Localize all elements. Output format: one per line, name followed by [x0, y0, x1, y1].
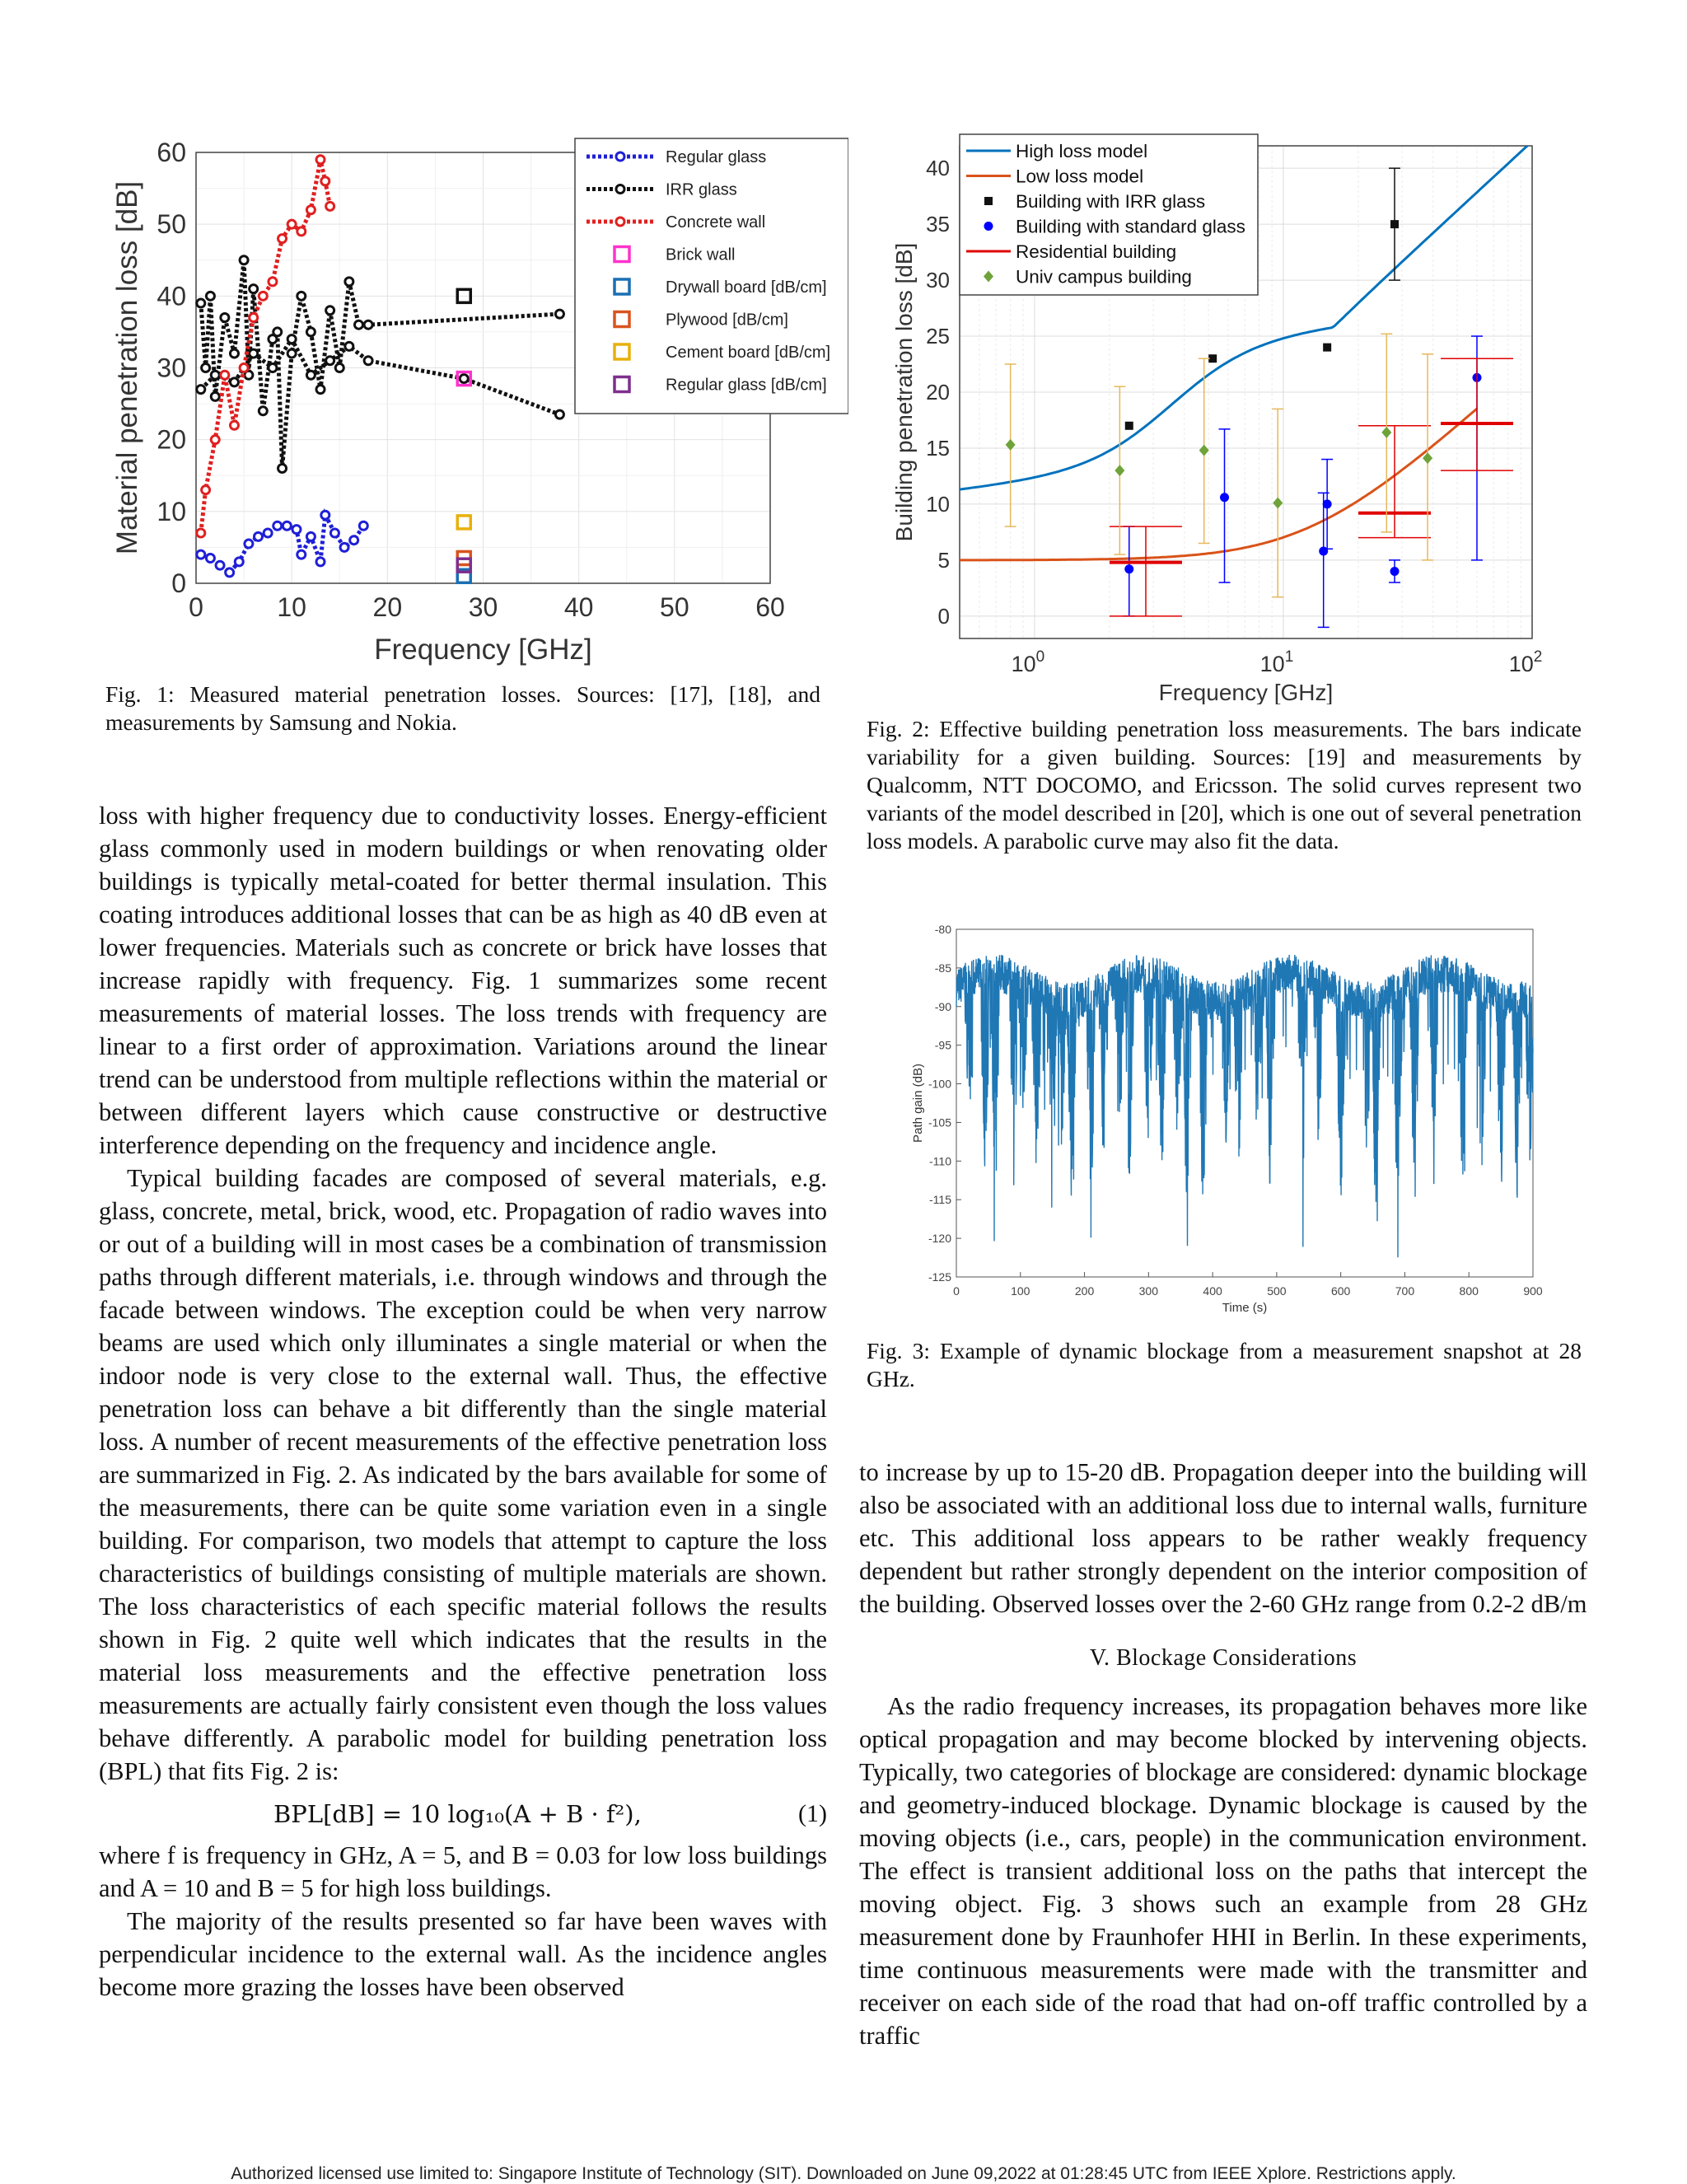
legend-label: Cement board [dB/cm] [666, 344, 831, 362]
y-axis-label: Building penetration loss [dB] [891, 242, 917, 542]
data-point [306, 532, 315, 540]
fig2-chart [886, 128, 1627, 704]
data-point [292, 526, 301, 534]
x-tick-label: 100 [1011, 1284, 1030, 1298]
data-point [555, 310, 563, 318]
data-point [197, 386, 205, 394]
data-point [1323, 499, 1332, 508]
legend-label: Drywall board [dB/cm] [666, 278, 827, 297]
x-tick-label: 0 [189, 592, 203, 622]
data-point [1390, 220, 1399, 228]
data-point [202, 364, 210, 372]
y-tick-label: 30 [157, 353, 186, 383]
data-point [359, 521, 367, 530]
x-tick-label: 500 [1267, 1284, 1287, 1298]
legend-label: Building with standard glass [1016, 216, 1245, 237]
data-point [330, 529, 339, 537]
x-tick-label: 400 [1203, 1284, 1222, 1298]
x-tick-label: $10^1$ [1259, 648, 1294, 676]
legend-label: Building with IRR glass [1016, 191, 1206, 212]
fig2-caption: Fig. 2: Effective building penetration loss measurements. The bars indicate variability for a given building. Sources: [19] and measurements by Qualcomm, NTT DOCOMO, and Ericsson. The solid curves represent two variants of the model described in [20], which is one out of several penetration loss models. A parabolic curve may also fit the data. [867, 716, 1582, 853]
data-point [1220, 493, 1229, 502]
data-point [230, 349, 238, 358]
data-point [259, 407, 267, 415]
data-point [335, 364, 343, 372]
legend-label: High loss model [1016, 141, 1148, 161]
data-point [460, 375, 468, 383]
legend-marker [616, 217, 624, 226]
equation-1 [99, 1798, 827, 1831]
legend-label: IRR glass [666, 180, 737, 199]
equation-number: (1) [798, 1800, 827, 1827]
data-point [321, 511, 329, 519]
y-tick-label: -115 [929, 1193, 951, 1207]
data-point [269, 278, 277, 286]
y-axis-label: Material penetration loss [dB] [111, 180, 143, 555]
x-tick-label: $10^0$ [1011, 648, 1045, 676]
data-point [287, 335, 296, 344]
figure-1 [107, 132, 848, 667]
data-point [287, 349, 296, 358]
paragraph: As the radio frequency increases, its propagation behaves more like optical propagation and may become blocked by intervening objects. Typically, two categories of blockage are considered: dynamic blockage and geometry-induced blockage. Dynamic blockage is caused by the moving objects (i.e., cars, people) in the communication environment. The effect is transient additional loss on the paths that intercept the moving object. Fig. 3 shows such an example from 28 GHz measurement done by Fraunhofer HHI in Berlin. In these experiments, time continuous measurements were made with the transmitter and receiver on each side of the road that had on-off traffic controlled by a traffic [859, 1692, 1587, 2050]
y-tick-label: 20 [157, 424, 186, 455]
y-tick-label: 30 [926, 268, 950, 293]
data-point [555, 410, 563, 419]
data-point [264, 529, 272, 537]
legend-label: Regular glass [dB/cm] [666, 376, 827, 395]
data-point [297, 227, 306, 236]
fig1-chart [107, 132, 848, 667]
x-tick-label: $10^2$ [1508, 648, 1543, 676]
data-point [269, 364, 277, 372]
data-point [316, 558, 325, 566]
data-point [1125, 422, 1133, 430]
data-point [235, 558, 243, 566]
data-point [364, 320, 372, 329]
data-point [211, 371, 219, 379]
data-point [221, 313, 229, 321]
y-tick-label: 15 [926, 435, 950, 461]
y-tick-label: 25 [926, 324, 950, 349]
data-point [283, 521, 291, 530]
x-tick-label: 600 [1330, 1284, 1351, 1298]
data-point [1323, 344, 1331, 352]
data-point [306, 328, 315, 336]
legend-box [575, 138, 848, 414]
y-tick-label: -110 [929, 1154, 951, 1168]
data-point [250, 313, 258, 321]
data-point [202, 486, 210, 494]
data-point [326, 357, 334, 365]
data-point [278, 465, 287, 473]
legend-label: Brick wall [666, 246, 736, 264]
figure-2 [886, 128, 1627, 704]
legend-marker [616, 152, 624, 161]
x-axis-label: Frequency [GHz] [1158, 680, 1334, 704]
x-tick-label: 300 [1138, 1284, 1159, 1298]
y-tick-label: 50 [157, 209, 186, 240]
data-point [297, 550, 306, 559]
legend-marker [616, 185, 624, 194]
data-point [273, 328, 282, 336]
x-axis-label: Time (s) [1222, 1301, 1268, 1314]
right-column [859, 1456, 1587, 2052]
paragraph: where f is frequency in GHz, A = 5, and B = 0.03 for low loss buildings and A = 10 and B = 5 for high loss buildings. [99, 1841, 827, 1902]
x-tick-label: 800 [1459, 1284, 1479, 1298]
legend-swatch [984, 222, 993, 231]
paragraph: Typical building facades are composed of several materials, e.g. glass, concrete, metal, brick, wood, etc. Propagation of radio waves into or out of a building will in most cases be a combination of transmission paths through different materials, i.e. through windows and through the facade between windows. The exception could be when very narrow beams are used which only illuminates a single material or when the indoor node is very close to the external wall. Thus, the effective penetration loss can behave a bit differently than the single material loss. A number of recent measurements of the effective penetration loss are summarized in Fig. 2. As indicated by the bars available for some of the measurements, there can be quite some variation even in a single building. For comparison, two models that attempt to capture the loss characteristics of buildings consisting of multiple materials are shown. The loss characteristics of each specific material follows the results shown in Fig. 2 quite well which indicates that the results in the material loss measurements and the effective penetration loss measurements are actually fairly consistent even though the loss values behave differently. A parabolic model for building penetration loss (BPL) that fits Fig. 2 is: [99, 1164, 827, 1785]
data-point [206, 292, 214, 300]
y-tick-label: -85 [934, 961, 951, 975]
y-tick-label: 35 [926, 212, 950, 237]
fig1-caption: Fig. 1: Measured material penetration losses. Sources: [17], [18], and measurements by Samsung and Nokia. [105, 681, 820, 735]
legend-label: Low loss model [1016, 166, 1144, 187]
y-tick-label: 0 [937, 603, 950, 629]
legend-label: Residential building [1016, 241, 1177, 262]
data-point [326, 306, 334, 315]
data-point [221, 371, 229, 379]
data-point [240, 256, 248, 264]
y-tick-label: -120 [928, 1232, 951, 1246]
data-point [250, 285, 258, 293]
data-point [316, 386, 325, 394]
data-point [211, 392, 219, 400]
y-tick-label: -90 [934, 999, 951, 1013]
y-tick-label: -80 [934, 923, 951, 936]
legend-swatch [984, 197, 993, 205]
data-point [345, 342, 353, 350]
y-tick-label: 20 [926, 380, 950, 405]
data-point [245, 540, 253, 548]
data-point [259, 292, 267, 300]
fig3-caption: Fig. 3: Example of dynamic blockage from a measurement snapshot at 28 GHz. [867, 1338, 1582, 1391]
legend-label: Univ campus building [1016, 266, 1192, 288]
y-tick-label: 0 [171, 568, 186, 598]
data-point [297, 292, 306, 300]
data-point [197, 550, 205, 559]
data-point [197, 299, 205, 307]
data-point [240, 364, 248, 372]
y-tick-label: 40 [157, 281, 186, 311]
y-tick-label: 40 [926, 156, 950, 181]
y-tick-label: 60 [157, 138, 186, 167]
equation-body: BPL[dB] = 10 log₁₀(A + B · f²), [273, 1800, 642, 1828]
data-point [255, 532, 263, 540]
y-tick-label: 10 [157, 496, 186, 526]
x-tick-label: 50 [660, 592, 689, 622]
x-tick-label: 0 [953, 1284, 960, 1298]
data-point [230, 421, 238, 429]
x-tick-label: 20 [372, 592, 403, 622]
data-point [306, 371, 315, 379]
data-point [206, 554, 214, 562]
data-point [1124, 564, 1133, 573]
data-point [211, 436, 219, 444]
figure-3 [902, 919, 1561, 1314]
paragraph: The majority of the results presented so far have been waves with perpendicular incidence to the external wall. As the incidence angles become more grazing the losses have been observed [99, 1907, 827, 2001]
section-title: V. Blockage Considerations [1089, 1645, 1358, 1671]
x-tick-label: 700 [1395, 1284, 1415, 1298]
y-tick-label: -125 [928, 1270, 951, 1284]
data-point [197, 529, 205, 537]
y-tick-label: -100 [928, 1077, 951, 1091]
footer-license: Authorized licensed use limited to: Singapore Institute of Technology (SIT). Downloaded on June 09,2022 at 01:28:45 UTC from IEEE Xplore. Restrictions apply. [231, 2164, 1456, 2183]
legend-label: Regular glass [666, 148, 767, 166]
y-tick-label: -105 [928, 1115, 951, 1129]
left-column [99, 799, 827, 2004]
data-point [364, 357, 372, 365]
data-point [306, 206, 315, 214]
x-tick-label: 900 [1523, 1284, 1543, 1298]
data-point [345, 278, 353, 286]
fig3-chart [902, 919, 1561, 1314]
paragraph: to increase by up to 15-20 dB. Propagation deeper into the building will also be associated with an additional loss due to internal walls, furniture etc. This additional loss appears to be rather weakly frequency dependent but rather strongly dependent on the interior composition of the building. Observed losses over the 2-60 GHz range from 0.2-2 dB/m [859, 1458, 1587, 1618]
data-point [230, 378, 238, 386]
x-tick-label: 200 [1074, 1284, 1095, 1298]
x-tick-label: 10 [277, 592, 306, 622]
data-point [216, 561, 224, 569]
y-axis-label: Path gain (dB) [911, 1064, 925, 1143]
x-tick-label: 30 [468, 592, 498, 622]
y-tick-label: 10 [926, 491, 950, 517]
data-point [226, 568, 234, 577]
data-point [250, 349, 258, 358]
data-point [340, 543, 348, 551]
data-point [316, 156, 325, 164]
data-point [1390, 567, 1400, 576]
x-tick-label: 60 [755, 592, 785, 622]
data-point [278, 235, 287, 243]
data-point [354, 320, 362, 329]
data-point [287, 220, 296, 228]
data-point [350, 536, 358, 545]
data-point [273, 521, 282, 530]
paragraph: loss with higher frequency due to conductivity losses. Energy-efficient glass commonly used in modern buildings or when renovating older buildings is typically metal-coated for better thermal insulation. This coating introduces additional losses that can be as high as 40 dB even at lower frequencies. Materials such as concrete or brick have losses that increase rapidly with frequency. Fig. 1 summarizes some recent measurements of material losses. The loss trends with frequency are linear to a first order of approximation. Variations around the linear trend can be understood from multiple reflections within the material or between different layers which cause constructive or destructive interference depending on the frequency and incidence angle. [99, 802, 827, 1159]
data-point [326, 202, 334, 210]
legend-label: Concrete wall [666, 213, 766, 231]
x-axis-label: Frequency [GHz] [374, 634, 592, 666]
y-tick-label: -95 [934, 1038, 951, 1052]
legend-label: Plywood [dB/cm] [666, 311, 788, 330]
data-point [321, 177, 329, 185]
x-tick-label: 40 [563, 592, 594, 622]
y-tick-label: 5 [937, 547, 950, 573]
